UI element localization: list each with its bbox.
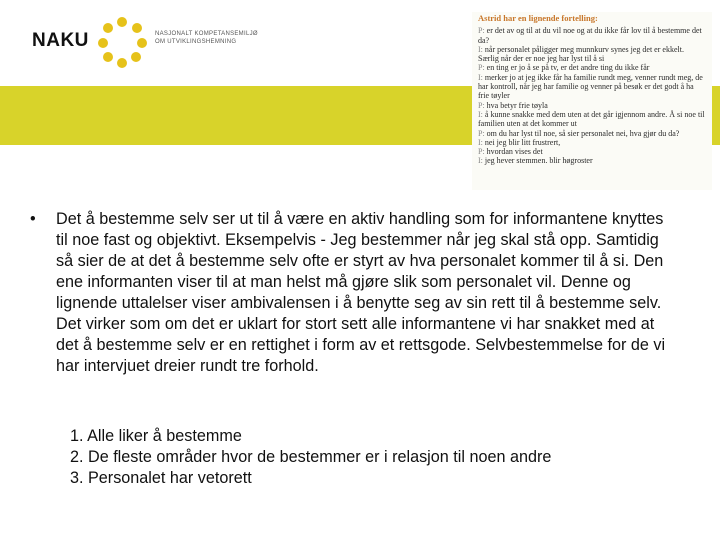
excerpt-speaker: P: (478, 147, 485, 157)
excerpt-speaker: I: (478, 109, 483, 119)
excerpt-speaker: I: (478, 72, 483, 82)
excerpt-line (478, 110, 706, 129)
excerpt-line (478, 63, 706, 72)
excerpt-line (478, 26, 706, 45)
excerpt-speaker: P: (478, 63, 485, 73)
excerpt-text: hvordan vises det (486, 147, 543, 157)
excerpt-line (478, 138, 706, 147)
list-item: 1. Alle liker å bestemme (70, 427, 242, 445)
logo-wordmark: NAKU (32, 30, 89, 51)
excerpt-speaker: P: (478, 26, 485, 36)
excerpt-text: er det av og til at du vil noe og at du ikke får lov til å bestemme det da? (478, 26, 702, 45)
numbered-list (70, 426, 551, 489)
body-text (30, 209, 670, 377)
excerpt-line (478, 45, 706, 64)
excerpt-speaker: P: (478, 128, 485, 138)
interview-excerpt-image (472, 12, 712, 190)
excerpt-text: merker jo at jeg ikke får ha familie rundt meg, venner rundt meg, de har kontroll, når jeg har familie og venner på besøk er det godt å ha frie tøyler (478, 72, 703, 101)
bullet-icon: • (30, 210, 36, 228)
logo-subtitle-line2: OM UTVIKLINGSHEMNING (155, 39, 237, 45)
excerpt-line (478, 129, 706, 138)
excerpt-lines (478, 26, 706, 165)
main-paragraph: Det å bestemme selv ser ut til å være en aktiv handling som for informantene knyttes til noe fast og objektivt. Eksempelvis - Jeg bestemmer når jeg skal stå opp. Samtidig så sier de at det å bestemme selv ofte er styrt av hva personalet kommer til å si. Den ene informanten viser til at man helst må gjøre slik som personalet vil. Denne og lignende uttalelser viser ambivalensen i å benytte seg av sin rett til å bestemme selv. Det virker som om det er uklart for stort sett alle informantene vi har snakket med at det å bestemme selv er en rettighet i form av et rettsgode. Selvbestemmelse for de vi har intervjuet dreier rundt tre forhold. (56, 210, 666, 375)
excerpt-text: nei jeg blir litt frustrert, (484, 137, 561, 147)
sun-logo-icon (96, 16, 152, 68)
excerpt-speaker: I: (478, 137, 483, 147)
excerpt-text: om du har lyst til noe, så sier personalet nei, hva gjør du da? (486, 128, 680, 138)
excerpt-text: når personalet påligger meg munnkurv synes jeg det er ekkelt. Særlig når der er noe jeg har lyst til å si (478, 44, 684, 64)
list-item: 3. Personalet har vetorett (70, 469, 252, 487)
excerpt-text: en ting er jo å se på tv, er det andre ting du ikke får (486, 63, 650, 73)
excerpt-title: Astrid har en lignende fortelling: (478, 13, 598, 23)
excerpt-text: hva betyr frie tøyla (486, 100, 548, 110)
excerpt-speaker: I: (478, 44, 483, 54)
excerpt-line (478, 156, 706, 165)
excerpt-text: jeg hever stemmen. blir høgroster (484, 156, 593, 166)
excerpt-speaker: P: (478, 100, 485, 110)
excerpt-line (478, 147, 706, 156)
excerpt-text: å kunne snakke med dem uten at det går igjennom andre. Å si noe til familien uten at det kommer ut (478, 109, 705, 129)
logo-subtitle-line1: NASJONALT KOMPETANSEMILJØ (155, 31, 258, 37)
excerpt-line (478, 101, 706, 110)
excerpt-speaker: I: (478, 156, 483, 166)
list-item: 2. De fleste områder hvor de bestemmer er i relasjon til noen andre (70, 448, 552, 466)
logo-subtitle (155, 30, 258, 46)
excerpt-line (478, 73, 706, 101)
